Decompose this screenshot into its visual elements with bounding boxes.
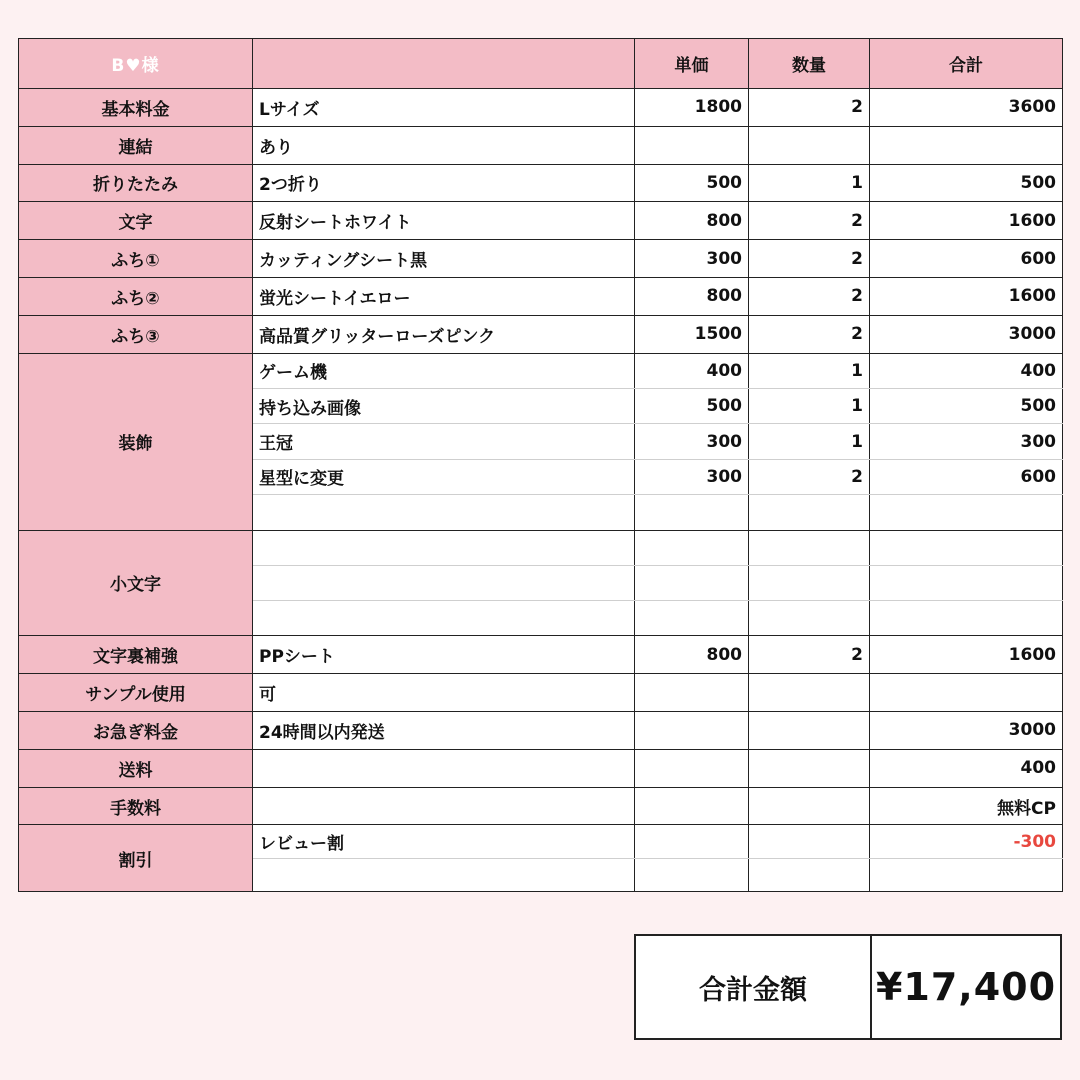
unit-price-cell: 800 <box>635 636 749 674</box>
content-cell <box>253 530 635 565</box>
subtotal-cell: 600 <box>870 240 1063 278</box>
quantity-cell: 2 <box>749 636 870 674</box>
header-subtotal: 合計 <box>870 39 1063 89</box>
table-row <box>19 712 1063 750</box>
table-row <box>19 126 1063 164</box>
unit-price-cell <box>635 126 749 164</box>
content-cell: あり <box>253 126 635 164</box>
category-cell: お急ぎ料金 <box>19 712 253 750</box>
header-quantity: 数量 <box>749 39 870 89</box>
subtotal-cell: 無料CP <box>870 787 1063 825</box>
table-row <box>19 636 1063 674</box>
category-cell: 手数料 <box>19 787 253 825</box>
unit-price-cell: 500 <box>635 164 749 202</box>
subtotal-cell: 3000 <box>870 712 1063 750</box>
content-cell: 反射シートホワイト <box>253 202 635 240</box>
quantity-cell: 2 <box>749 277 870 315</box>
quantity-cell <box>749 495 870 530</box>
unit-price-cell <box>635 712 749 750</box>
unit-price-cell <box>635 565 749 600</box>
quantity-cell <box>749 749 870 787</box>
subtotal-cell <box>870 530 1063 565</box>
quantity-cell <box>749 825 870 859</box>
subtotal-cell: 400 <box>870 353 1063 388</box>
estimate-table <box>18 38 1063 892</box>
table-row <box>19 240 1063 278</box>
quantity-cell: 1 <box>749 353 870 388</box>
quantity-cell: 2 <box>749 202 870 240</box>
category-cell: 割引 <box>19 825 253 892</box>
unit-price-cell <box>635 858 749 892</box>
subtotal-cell <box>870 565 1063 600</box>
table-row <box>19 315 1063 353</box>
quantity-cell <box>749 787 870 825</box>
unit-price-cell <box>635 530 749 565</box>
table-row <box>19 353 1063 388</box>
category-cell: サンプル使用 <box>19 674 253 712</box>
customer-name: B♥様 <box>19 39 253 89</box>
table-row <box>19 825 1063 859</box>
quantity-cell: 1 <box>749 388 870 423</box>
table-row <box>19 277 1063 315</box>
category-cell: 連結 <box>19 126 253 164</box>
content-cell: 24時間以内発送 <box>253 712 635 750</box>
rows-body <box>19 89 1063 892</box>
content-cell: Lサイズ <box>253 89 635 127</box>
quantity-cell: 2 <box>749 315 870 353</box>
content-cell <box>253 565 635 600</box>
category-cell: 小文字 <box>19 530 253 636</box>
quantity-cell <box>749 530 870 565</box>
subtotal-cell: 400 <box>870 749 1063 787</box>
category-cell: 文字 <box>19 202 253 240</box>
unit-price-cell: 1800 <box>635 89 749 127</box>
header-row <box>19 39 1063 89</box>
total-label: 合計金額 <box>636 936 872 1038</box>
category-cell: ふち③ <box>19 315 253 353</box>
subtotal-cell <box>870 674 1063 712</box>
subtotal-cell <box>870 495 1063 530</box>
category-cell: 送料 <box>19 749 253 787</box>
total-box <box>634 934 1062 1040</box>
content-cell: 王冠 <box>253 424 635 459</box>
subtotal-cell: 3600 <box>870 89 1063 127</box>
content-cell <box>253 858 635 892</box>
table-row <box>19 530 1063 565</box>
unit-price-cell: 300 <box>635 240 749 278</box>
content-cell: 星型に変更 <box>253 459 635 494</box>
content-cell: 可 <box>253 674 635 712</box>
table-row <box>19 674 1063 712</box>
unit-price-cell: 500 <box>635 388 749 423</box>
content-cell: レビュー割 <box>253 825 635 859</box>
subtotal-cell: 3000 <box>870 315 1063 353</box>
category-cell: ふち② <box>19 277 253 315</box>
quantity-cell: 2 <box>749 459 870 494</box>
subtotal-cell: 1600 <box>870 636 1063 674</box>
quantity-cell <box>749 712 870 750</box>
quantity-cell <box>749 858 870 892</box>
content-cell <box>253 749 635 787</box>
header-unit-price: 単価 <box>635 39 749 89</box>
unit-price-cell <box>635 787 749 825</box>
category-cell: ふち① <box>19 240 253 278</box>
table-row <box>19 164 1063 202</box>
subtotal-cell <box>870 126 1063 164</box>
quantity-cell <box>749 565 870 600</box>
unit-price-cell: 300 <box>635 459 749 494</box>
content-cell <box>253 787 635 825</box>
table-row <box>19 749 1063 787</box>
quantity-cell: 1 <box>749 164 870 202</box>
content-cell: ゲーム機 <box>253 353 635 388</box>
table-row <box>19 787 1063 825</box>
content-cell <box>253 495 635 530</box>
total-amount: ¥17,400 <box>875 965 1057 1009</box>
unit-price-cell: 800 <box>635 277 749 315</box>
subtotal-cell: 500 <box>870 164 1063 202</box>
category-cell: 文字裏補強 <box>19 636 253 674</box>
content-cell <box>253 601 635 636</box>
quantity-cell <box>749 601 870 636</box>
subtotal-cell: 300 <box>870 424 1063 459</box>
unit-price-cell <box>635 825 749 859</box>
subtotal-cell: 600 <box>870 459 1063 494</box>
subtotal-cell: 1600 <box>870 202 1063 240</box>
category-cell: 装飾 <box>19 353 253 530</box>
table-row <box>19 202 1063 240</box>
content-cell: 蛍光シートイエロー <box>253 277 635 315</box>
content-cell: PPシート <box>253 636 635 674</box>
unit-price-cell: 300 <box>635 424 749 459</box>
content-cell: 持ち込み画像 <box>253 388 635 423</box>
category-cell: 基本料金 <box>19 89 253 127</box>
subtotal-cell <box>870 858 1063 892</box>
header-content <box>253 39 635 89</box>
subtotal-cell <box>870 601 1063 636</box>
unit-price-cell <box>635 495 749 530</box>
unit-price-cell <box>635 749 749 787</box>
unit-price-cell <box>635 674 749 712</box>
quantity-cell: 2 <box>749 240 870 278</box>
quantity-cell: 2 <box>749 89 870 127</box>
quantity-cell <box>749 126 870 164</box>
quantity-cell: 1 <box>749 424 870 459</box>
subtotal-cell: 500 <box>870 388 1063 423</box>
unit-price-cell: 1500 <box>635 315 749 353</box>
content-cell: 高品質グリッターローズピンク <box>253 315 635 353</box>
unit-price-cell <box>635 601 749 636</box>
quantity-cell <box>749 674 870 712</box>
unit-price-cell: 400 <box>635 353 749 388</box>
content-cell: 2つ折り <box>253 164 635 202</box>
subtotal-cell: -300 <box>870 825 1063 859</box>
unit-price-cell: 800 <box>635 202 749 240</box>
content-cell: カッティングシート黒 <box>253 240 635 278</box>
category-cell: 折りたたみ <box>19 164 253 202</box>
table-row <box>19 89 1063 127</box>
subtotal-cell: 1600 <box>870 277 1063 315</box>
